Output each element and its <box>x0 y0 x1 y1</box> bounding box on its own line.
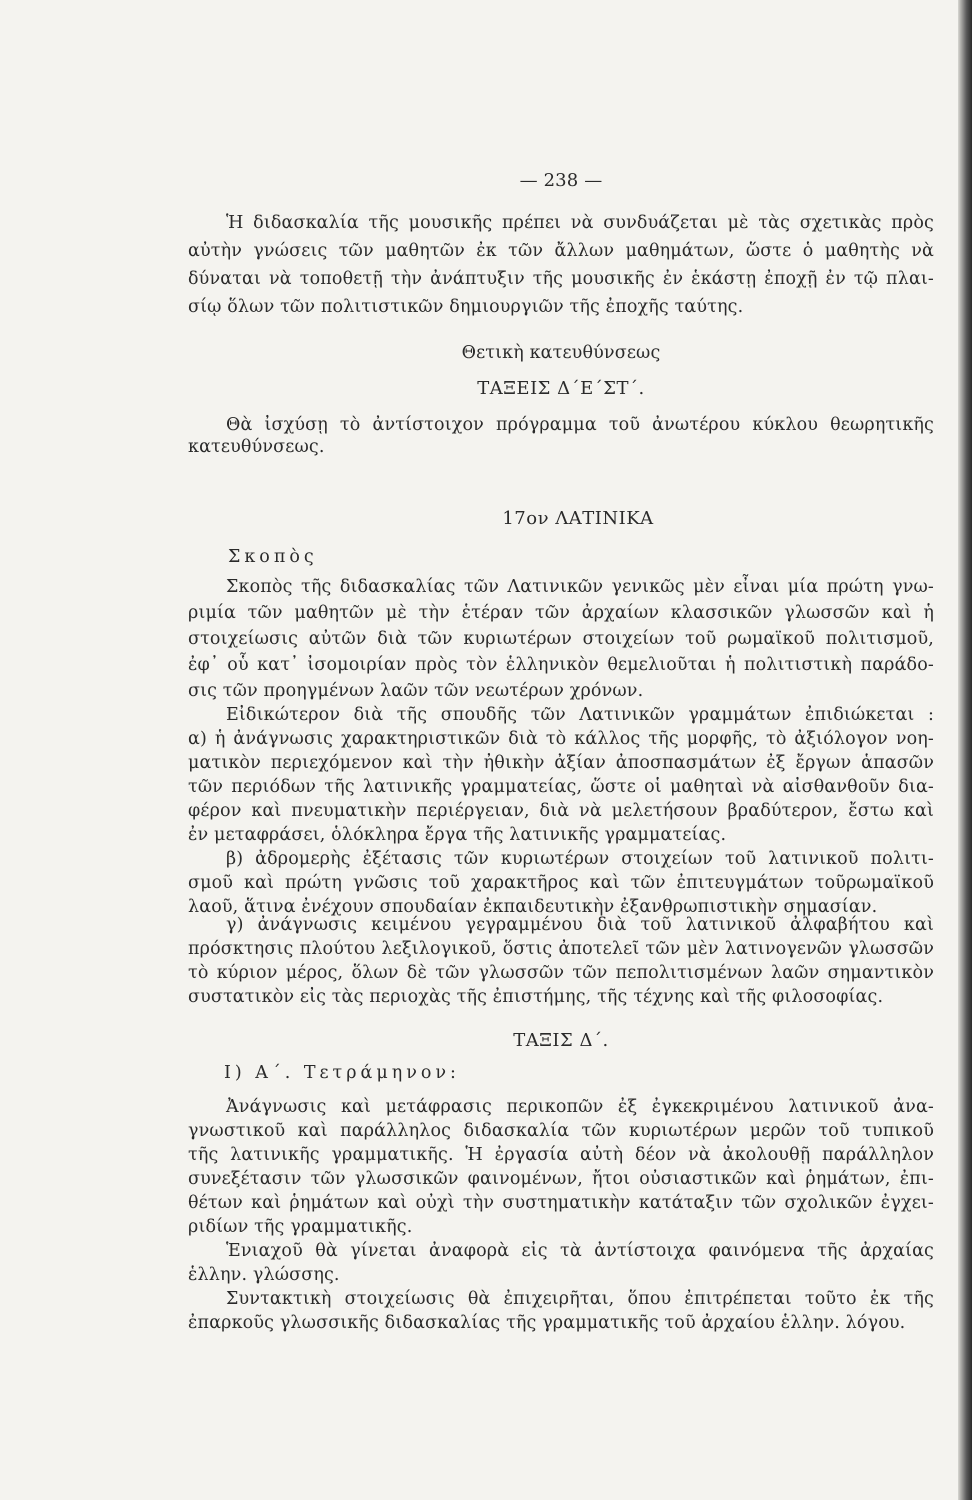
theoretical-heading: Θετικὴ κατευθύνσεως <box>461 343 661 363</box>
item-a-line: ματικὸν περιεχόμενον καὶ τὴν ἠθικὴν ἀξίαν ἀποσπασμάτων ἐξ ἔργων ἁπασῶν <box>188 753 934 773</box>
purpose-line: σις τῶν προηγμένων λαῶν τῶν νεωτέρων χρόνων. <box>188 681 644 701</box>
item-c-line: συστατικὸν εἰς τὰς περιοχὰς τῆς ἐπιστήμης, τῆς τέχνης καὶ τῆς φιλοσοφίας. <box>188 987 884 1007</box>
item-a-line: τῶν περιόδων τῆς λατινικῆς γραμματείας, ὥστε οἱ μαθηταὶ νὰ αἰσθανθοῦν δια- <box>188 777 934 797</box>
purpose-line: ριμία τῶν μαθητῶν μὲ τὴν ἑτέραν τῶν ἀρχαίων κλασσικῶν γλωσσῶν καὶ ἡ <box>188 603 934 623</box>
semester-line: θέτων καὶ ῥημάτων καὶ οὐχὶ τὴν συστηματικὴν κατάταξιν τῶν σχολικῶν ἐγχει- <box>188 1193 934 1213</box>
classes-line: Θὰ ἰσχύσῃ τὸ ἀντίστοιχον πρόγραμμα τοῦ ἀνωτέρου κύκλου θεωρητικῆς <box>226 415 934 435</box>
purpose-line: Σκοπὸς τῆς διδασκαλίας τῶν Λατινικῶν γενικῶς μὲν εἶναι μία πρώτη γνω- <box>226 577 934 597</box>
purpose-label: Σκοπὸς <box>228 547 318 567</box>
item-c-line: τὸ κύριον μέρος, ὅλων δὲ τῶν γλωσσῶν τῶν πεπολιτισμένων λαῶν σημαντικὸν <box>188 963 934 983</box>
item-b-line: σμοῦ καὶ πρώτη γνῶσις τοῦ χαρακτῆρος καὶ τῶν ἐπιτευγμάτων τοῦρωμαϊκοῦ <box>188 873 934 893</box>
class-d-heading: ΤΑΞΙΣ Δ΄. <box>513 1030 609 1051</box>
semester-line: ριδίων τῆς γραμματικῆς. <box>188 1217 413 1237</box>
item-a-line: ἐν μεταφράσει, ὁλόκληρα ἔργα τῆς λατινικῆς γραμματείας. <box>188 825 727 845</box>
unified-line: ἑλλην. γλώσσης. <box>188 1265 340 1285</box>
intro-line: Ἡ διδασκαλία τῆς μουσικῆς πρέπει νὰ συνδυάζεται μὲ τὰς σχετικὰς πρὸς <box>226 213 934 233</box>
page-number: — 238 — <box>519 170 603 191</box>
intro-line: αὐτὴν γνώσεις τῶν μαθητῶν ἐκ τῶν ἄλλων μαθημάτων, ὥστε ὁ μαθητὴς νὰ <box>188 241 934 261</box>
subject-title-row <box>308 508 848 530</box>
classes-heading: ΤΑΞΕΙΣ Δ΄Ε΄ΣΤ΄. <box>477 378 645 399</box>
classes-line: κατευθύνσεως. <box>188 437 325 457</box>
semester-line: Ἀνάγνωσις καὶ μετάφρασις περικοπῶν ἐξ ἐγκεκριμένου λατινικοῦ ἀνα- <box>226 1097 934 1117</box>
item-a-line: α) ἡ ἀνάγνωσις χαρακτηριστικῶν διὰ τὸ κάλλος τῆς μορφῆς, τὸ ἀξιόλογον νοη- <box>188 729 934 749</box>
semester-line: συνεξέτασιν τῶν γλωσσικῶν φαινομένων, ἤτοι οὐσιαστικῶν καὶ ῥημάτων, ἐπι- <box>188 1169 934 1189</box>
syntax-line: Συντακτικὴ στοιχείωσις θὰ ἐπιχειρῆται, ὅπου ἐπιτρέπεται τοῦτο ἐκ τῆς <box>226 1289 934 1309</box>
purpose-line: στοιχείωσις αὐτῶν διὰ τῶν κυριωτέρων στοιχείων τοῦ ρωμαϊκοῦ πολιτισμοῦ, <box>188 629 934 649</box>
subject-title: ΛΑΤΙΝΙΚΑ <box>555 508 654 529</box>
syntax-line: ἐπαρκοῦς γλωσσικῆς διδασκαλίας τῆς γραμματικῆς τοῦ ἀρχαίου ἑλλην. λόγου. <box>188 1313 906 1333</box>
semester-line: γνωστικοῦ καὶ παράλληλος διδασκαλία τῶν κυριωτέρων μερῶν τοῦ τυπικοῦ <box>188 1121 934 1141</box>
intro-line: δύναται νὰ τοποθετῇ τὴν ἀνάπτυξιν τῆς μουσικῆς ἐν ἑκάστῃ ἐποχῇ ἐν τῷ πλαι- <box>188 269 934 289</box>
page-edge-shadow <box>958 0 972 1500</box>
item-a-line: φέρον καὶ πνευματικὴν περιέργειαν, διὰ νὰ μελετήσουν βραδύτερον, ἔστω καὶ <box>188 801 934 821</box>
semester-line: τῆς λατινικῆς γραμματικῆς. Ἡ ἐργασία αὐτὴ δέον νὰ ἀκολουθῇ παράλληλον <box>188 1145 934 1165</box>
semester-label: Ι) Α΄. Τετράμηνον: <box>224 1063 460 1083</box>
unified-line: Ἑνιαχοῦ θὰ γίνεται ἀναφορὰ εἰς τὰ ἀντίστοιχα φαινόμενα τῆς ἀρχαίας <box>226 1241 934 1261</box>
intro-line: σίῳ ὅλων τῶν πολιτιστικῶν δημιουργιῶν τῆς ἐποχῆς ταύτης. <box>188 297 744 317</box>
item-c-line: πρόσκτησις πλούτου λεξιλογικοῦ, ὅστις ἀποτελεῖ τῶν μὲν λατινογενῶν γλωσσῶν <box>188 939 934 959</box>
item-b-line: β) ἀδρομερὴς ἐξέτασις τῶν κυριωτέρων στοιχείων τοῦ λατινικοῦ πολιτι- <box>226 849 934 869</box>
item-b-line: λαοῦ, ἅτινα ἐνέχουν σπουδαίαν ἐκπαιδευτικὴν ἐξανθρωπιστικὴν σημασίαν. <box>188 897 878 917</box>
item-c-line: γ) ἀνάγνωσις κειμένου γεγραμμένου διὰ τοῦ λατινικοῦ ἀλφαβήτου καὶ <box>226 915 934 935</box>
specific-intro: Εἰδικώτερον διὰ τῆς σπουδῆς τῶν Λατινικῶν γραμμάτων ἐπιδιώκεται : <box>226 705 934 725</box>
subject-number: 17ον <box>502 508 550 529</box>
purpose-line: ἐφ᾽ οὗ κατ᾽ ἰσομοιρίαν πρὸς τὸν ἑλληνικὸν θεμελιοῦται ἡ πολιτιστικὴ παράδο- <box>188 655 934 675</box>
